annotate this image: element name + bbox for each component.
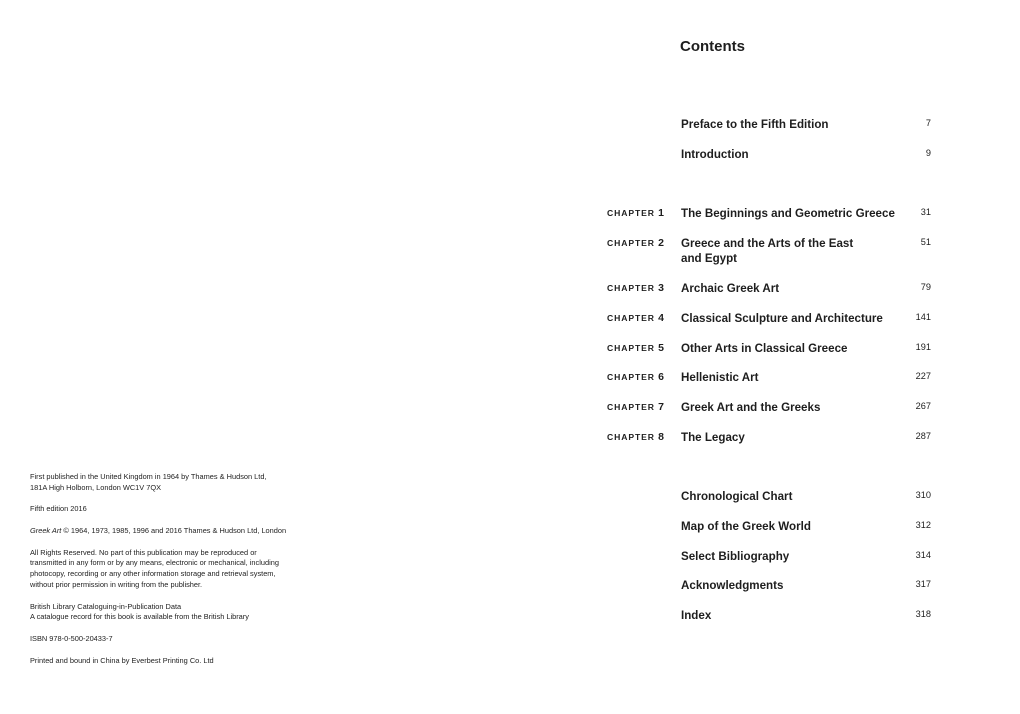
copyright-text: © 1964, 1973, 1985, 1996 and 2016 Thames & Hudson Ltd, London [63,525,287,535]
toc-page-number: 141 [915,312,931,322]
chapter-label [607,371,664,383]
toc-page-number: 51 [920,237,931,247]
toc-page-number: 287 [915,431,931,441]
chapter-number: 3 [658,282,664,294]
copyright-block [30,472,330,677]
toc-page-number: 310 [915,490,931,500]
toc-entry-title: Classical Sculpture and Architecture [681,312,883,325]
toc-page-number: 79 [920,282,931,292]
chapter-word: CHAPTER [607,432,655,442]
chapter-label [607,207,664,219]
toc-entry-title: Introduction [681,148,749,161]
cip-data [30,602,330,624]
printer-line: Printed and bound in China by Everbest Printing Co. Ltd [30,655,214,665]
toc-page-number: 318 [915,609,931,619]
rights-line-1: All Rights Reserved. No part of this publication may be reproduced or [30,547,257,557]
toc-entry-title: Index [681,609,712,622]
chapter-word: CHAPTER [607,238,655,248]
chapter-number: 5 [658,342,664,354]
rights-notice [30,548,330,591]
toc-entry-title: The Beginnings and Geometric Greece [681,207,895,220]
publication-line-2: 181A High Holborn, London WC1V 7QX [30,482,162,492]
toc-page-number: 7 [925,118,931,128]
cip-line-2: A catalogue record for this book is available from the British Library [30,612,249,622]
chapter-label [607,237,664,249]
toc-entry-title: Map of the Greek World [681,520,811,533]
toc-page-number: 191 [915,342,931,352]
toc-page-number: 312 [915,520,931,530]
chapter-label [607,431,664,443]
book-title-italic: Greek Art [30,525,62,535]
toc-entry-title: Greece and the Arts of the East and Egypt [681,237,854,265]
rights-line-2: transmitted in any form or by any means, electronic or mechanical, including [30,558,279,568]
toc-page-number: 267 [915,401,931,411]
chapter-word: CHAPTER [607,208,655,218]
toc-page-number: 227 [915,371,931,381]
toc-page-number: 31 [920,207,931,217]
toc-page-number: 314 [915,550,931,560]
chapter-number: 6 [658,371,664,383]
chapter-number: 1 [658,207,664,219]
cip-line-1: British Library Cataloguing-in-Publication Data [30,601,182,611]
copyright-line [30,526,330,537]
rights-line-3: photocopy, recording or any other information storage and retrieval system, [30,569,276,579]
publication-line-1: First published in the United Kingdom in 1964 by Thames & Hudson Ltd, [30,472,267,481]
toc-entry-title: Chronological Chart [681,490,793,503]
toc-entry-title: Greek Art and the Greeks [681,401,821,414]
chapter-number: 4 [658,312,664,324]
toc-entry-title: The Legacy [681,431,745,444]
isbn-line: ISBN 978-0-500-20433-7 [30,633,113,643]
toc-entry-title: Select Bibliography [681,550,790,563]
chapter-label [607,312,664,324]
chapter-word: CHAPTER [607,283,655,293]
chapter-number: 2 [658,237,664,249]
chapter-number: 8 [658,431,664,443]
toc-page-number: 317 [915,579,931,589]
chapter-word: CHAPTER [607,402,655,412]
contents-title: Contents [680,38,745,55]
publication-info [30,472,330,494]
chapter-label [607,342,664,354]
toc-page-number: 9 [925,148,931,158]
chapter-word: CHAPTER [607,313,655,323]
chapter-label [607,401,664,413]
edition-line: Fifth edition 2016 [30,504,87,514]
chapter-word: CHAPTER [607,343,655,353]
toc-entry-title: Acknowledgments [681,579,784,592]
rights-line-4: without prior permission in writing from the publisher. [30,579,203,589]
toc-entry-title: Archaic Greek Art [681,282,780,295]
toc-entry-title: Hellenistic Art [681,371,759,384]
chapter-word: CHAPTER [607,372,655,382]
toc-entry-title: Other Arts in Classical Greece [681,342,848,355]
chapter-label [607,282,664,294]
chapter-number: 7 [658,401,664,413]
toc-entry-title: Preface to the Fifth Edition [681,118,829,131]
